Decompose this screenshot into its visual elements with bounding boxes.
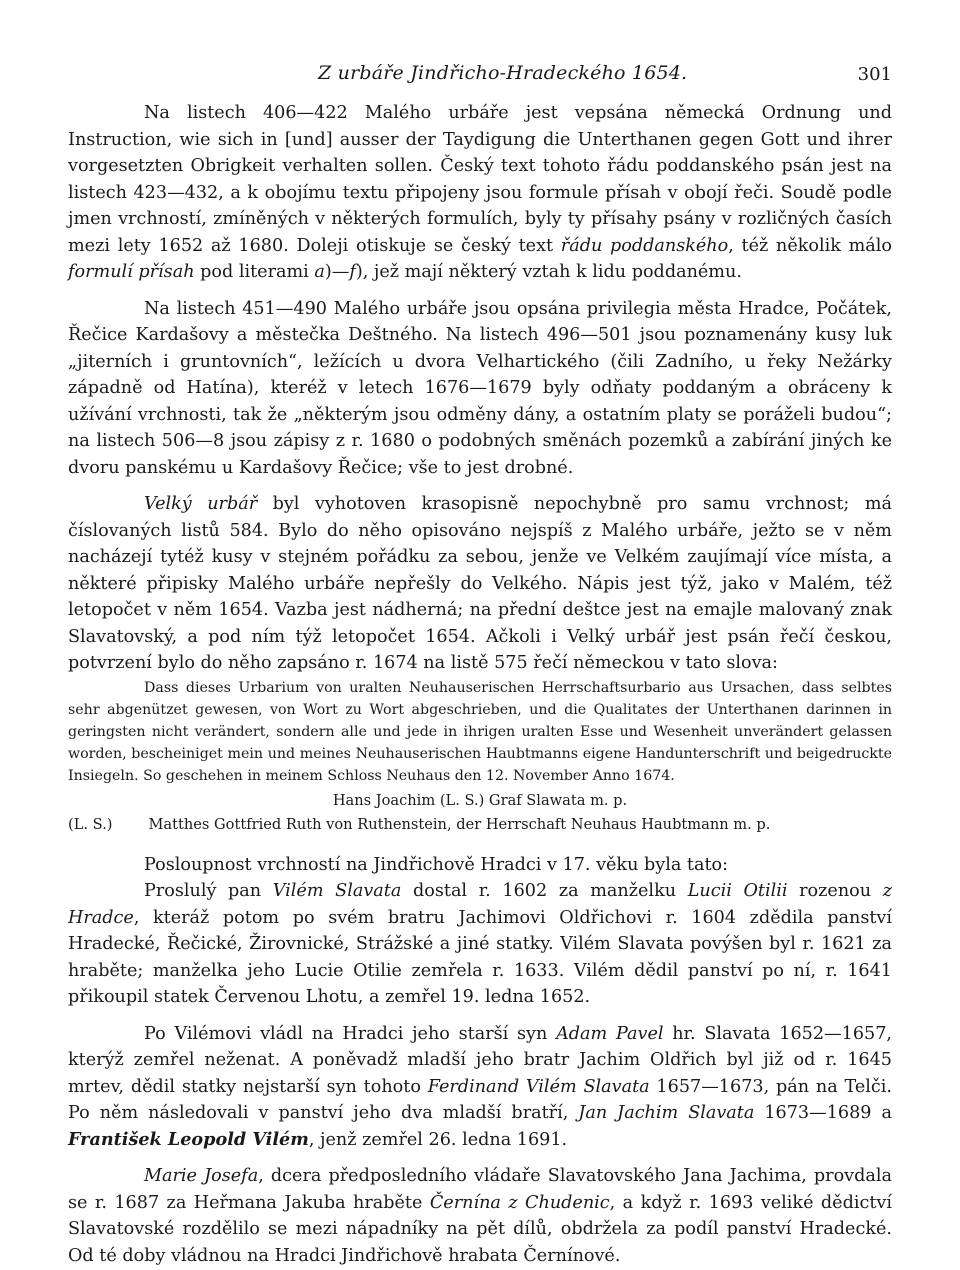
paragraph-velky-urbar: Velký urbář byl vyhotoven krasopisně nepochybně pro samu vrchnost; má číslovaných listů 584. Bylo do něho opisováno nejspíš z Malého urbáře, ježto se v něm nacházejí tytéž kusy v stejném pořádku za sebou, jenže ve Velkém zaujímají více místa, a některé připisky Malého urbáře nepřešly do Velkého. Nápis jest týž, jako v Malém, též letopočet v něm 1654. Vazba jest nádherná; na přední deštce jest na emajle malovaný znak Slavatovský, a pod ním týž letopočet 1654. Ačkoli i Velký urbář jest psán řečí českou, potvrzení bylo do něho zapsáno r. 1674 na listě 575 řečí německou v tato slova: — [68, 494, 892, 673]
seal-mark: (L. S.) — [68, 815, 113, 833]
paragraph-vilem: Proslulý pan Vilém Slavata dostal r. 1602 za manželku Lucii Otilii rozenou z Hradce, kteráž potom po svém bratru Jachimovi Oldřichovi r. 1604 zdědila panství Hradecké, Řečické, Žirovnické, Strážské a jiné statky. Vilém Slavata povýšen byl r. 1621 za hraběte; manželka jeho Lucie Otilie zemřela r. 1633. Vilém dědil panství po ní, r. 1641 přikoupil statek Červenou Lhotu, a zemřel 19. ledna 1652. — [68, 881, 893, 1008]
paragraph-adam-pavel: Po Vilémovi vládl na Hradci jeho starší syn Adam Pavel hr. Slavata 1652—1657, kterýž zemřel neženat. A poněvadž mladší jeho bratr Jachim Oldřich byl již od r. 1645 mrtev, dědil statky nejstarší syn tohoto Ferdinand Vilém Slavata 1657—1673, pán na Telči. Po něm následovali v panství jeho dva mladší bratří, Jan Jachim Slavata 1673—1689 a František Leopold Vilém, jenž zemřel 26. ledna 1691. — [68, 1023, 893, 1150]
running-title: Z urbáře Jindřicho-Hradeckého 1654. — [318, 62, 688, 84]
paragraph-ordnung: Na listech 406—422 Malého urbáře jest vepsána německá Ordnung und Instruction, wie sich in [und] ausser der Taydigung die Unterthanen gegen Gott und ihrer vorgesetzten Obrigkeit verhalten sollen. Český text tohoto řádu poddanského psán jest na listech 423—432, a k obojímu textu připojeny jsou formule přísah v obojí řeči. Soudě podle jmen vrchností, zmíněných v některých formulích, byly ty přísahy psány v rozličných časích mezi lety 1652 až 1680. Doleji otiskuje se český text řádu poddanského, též několik málo formulí přísah pod literami a)—f), jež mají některý vztah k lidu poddanému. — [68, 103, 892, 282]
page-header — [68, 0, 892, 100]
signature-ruth — [68, 814, 892, 836]
paragraph-privilegia: Na listech 451—490 Malého urbáře jsou opsána privilegia města Hradce, Počátek, Řečice Kardašovy a městečka Deštného. Na listech 496—501 jsou poznamenány kusy luk „jiterních i gruntovních“, ležících u dvora Velhartického (čili Zadního, u řeky Nežárky západně od Hatína), kteréž v letech 1676—1679 byly odňaty poddaným a obráceny k užívání vrchnosti, tak že „některým jsou odměny dány, a ostatním platy se poráželi budou“; na listech 506—8 jsou zápisy z r. 1680 o podobných směnách pozemků a zabírání jiných ke dvoru panskému u Kardašovy Řečice; vše to jest drobné. — [68, 298, 892, 478]
document-page — [68, 0, 892, 1269]
signature-ruth-text: Matthes Gottfried Ruth von Ruthenstein, der Herrschaft Neuhaus Haubtmann m. p. — [148, 815, 771, 833]
page-number: 301 — [857, 64, 892, 85]
paragraph-posloupnost: Posloupnost vrchností na Jindřichově Hradci v 17. věku byla tato: — [144, 854, 729, 875]
signature-slawata: Hans Joachim (L. S.) Graf Slawata m. p. — [332, 791, 628, 809]
paragraph-marie-josefa: Marie Josefa, dcera předposledního vládaře Slavatovského Jana Jachima, provdala se r. 1687 za Heřmana Jakuba hraběte Černína z Chudenic, a když r. 1693 veliké dědictví Slavatovské rozdělilo se mezi nápadníky na pět dílů, obdržela za podíl panství Hradecké. Od té doby vládnou na Hradci Jindřichově hrabata Černínové. — [68, 1166, 892, 1266]
german-quote: Dass dieses Urbarium von uralten Neuhauserischen Herrschaftsurbario aus Ursachen, dass selbtes sehr abgenützet gewesen, von Wort zu Wort abgeschrieben, und die Qualitates der Unterthanen darinnen in geringsten nicht verändert, sondern alle und jede in ihrigen uralten Esse und Wesenheit unverändert gelassen worden, bescheiniget mein und meines Neuhauserischen Haubtmanns eigene Handunterschrift und beigedruckte Insiegeln. So geschehen in meinem Schloss Neuhaus den 12. November Anno 1674. — [68, 679, 892, 785]
